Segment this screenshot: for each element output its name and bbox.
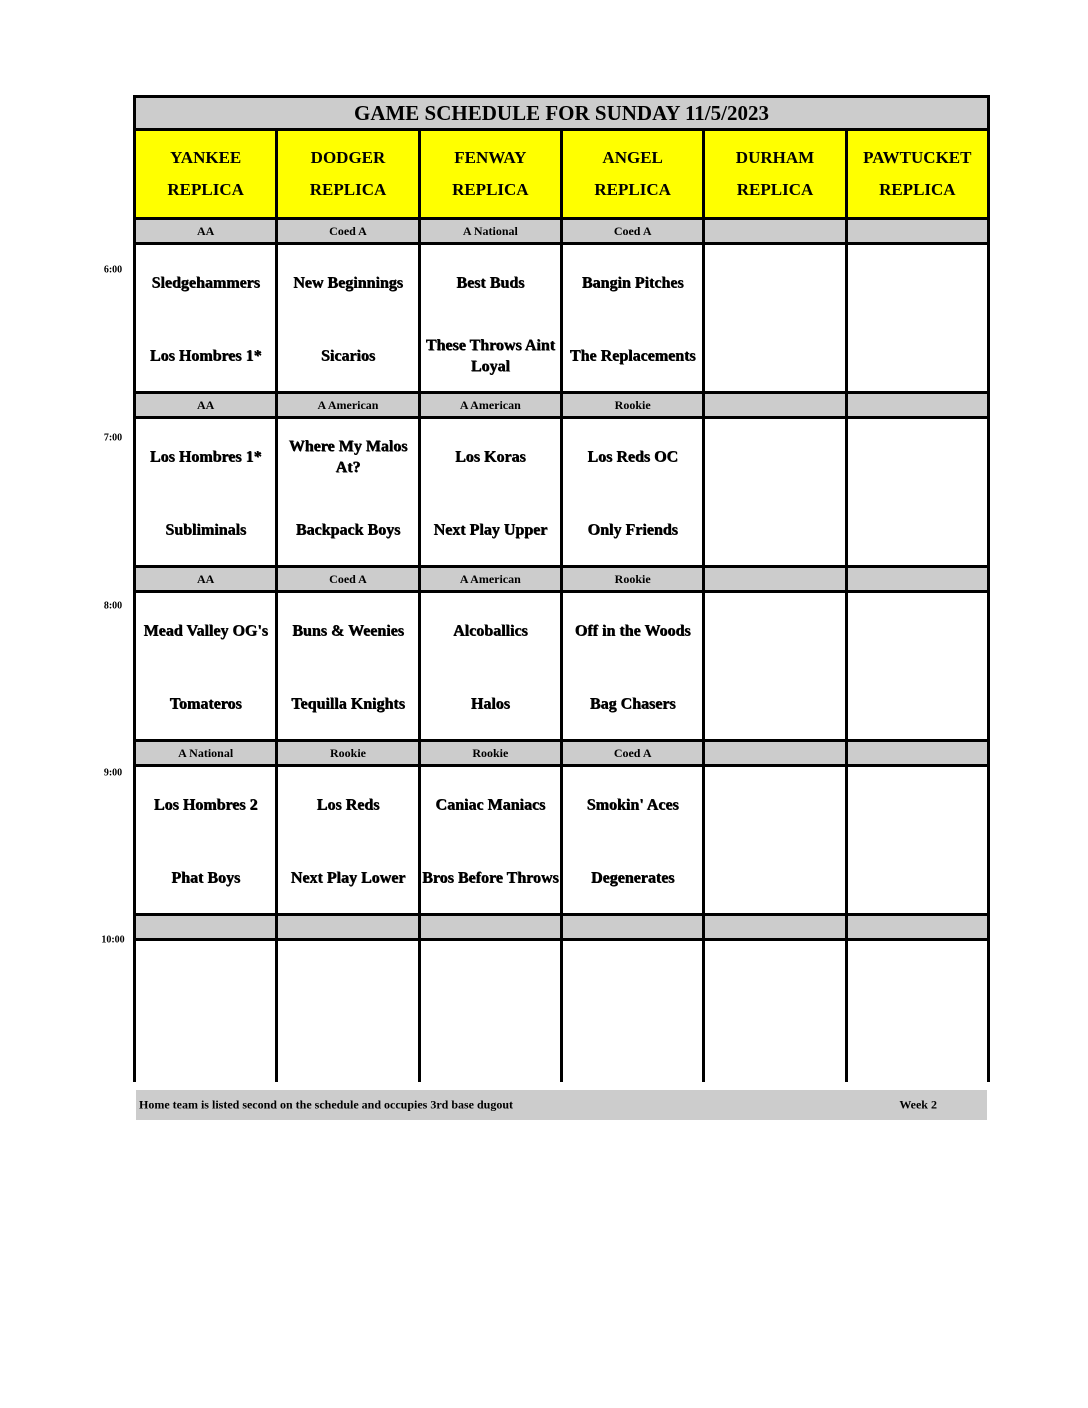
field-header (705, 131, 844, 217)
field-header (848, 131, 987, 217)
schedule-table (133, 95, 990, 1112)
division-label: Rookie (421, 742, 560, 764)
game-cell (848, 593, 987, 739)
division-label: Coed A (278, 220, 417, 242)
home-team: Next Play Lower (290, 869, 406, 887)
home-team: These Throws Aint Loyal (425, 336, 555, 375)
game-cell (848, 941, 987, 1087)
field-header (421, 131, 560, 217)
division-label: Coed A (563, 742, 702, 764)
field-subtitle: REPLICA (594, 180, 671, 199)
away-team: Off in the Woods (574, 622, 691, 640)
home-team: Bag Chasers (589, 695, 676, 713)
away-team: Los Hombres 2 (153, 796, 258, 814)
game-cell (705, 419, 844, 565)
home-team: Subliminals (165, 521, 247, 539)
game-cell (848, 419, 987, 565)
division-label: A American (421, 568, 560, 590)
game-cell (705, 941, 844, 1087)
away-team: Smokin' Aces (586, 796, 679, 814)
time-label: 6:00 (103, 264, 123, 276)
home-team: Bros Before Throws (422, 869, 559, 887)
away-team: Where My Malos At? (288, 437, 408, 476)
home-team: Los Hombres 1* (149, 347, 262, 365)
away-team: Buns & Weenies (292, 622, 404, 640)
division-label: AA (136, 220, 275, 242)
game-cell (421, 419, 560, 565)
field-subtitle: REPLICA (309, 180, 387, 199)
page-title: GAME SCHEDULE FOR SUNDAY 11/5/2023 (136, 98, 987, 128)
footer-note: Home team is listed second on the schedule and occupies 3rd base dugout (139, 1097, 514, 1112)
field-subtitle: REPLICA (167, 180, 244, 199)
division-label: Rookie (563, 568, 702, 590)
game-cell (421, 593, 560, 739)
division-label (563, 916, 702, 938)
field-name: DURHAM (735, 148, 815, 167)
away-team: Los Hombres 1* (149, 448, 262, 466)
away-team: Mead Valley OG's (143, 622, 268, 640)
home-team: Tomateros (169, 695, 242, 713)
home-team: Only Friends (587, 521, 678, 539)
home-team: Tequilla Knights (291, 695, 405, 713)
division-label: AA (136, 568, 275, 590)
division-label (705, 568, 844, 590)
game-cell (421, 767, 560, 913)
game-cell (421, 245, 560, 391)
game-cell (278, 245, 417, 391)
away-team: Sledgehammers (151, 274, 260, 292)
home-team: The Replacements (569, 347, 696, 365)
division-label (705, 742, 844, 764)
time-label: 9:00 (103, 767, 123, 779)
game-cell (421, 941, 560, 1087)
away-team: New Beginnings (293, 274, 403, 292)
division-label (848, 742, 987, 764)
away-team: Alcoballics (452, 622, 528, 640)
time-label: 8:00 (103, 600, 123, 612)
division-label (848, 220, 987, 242)
week-label: Week 2 (899, 1097, 937, 1112)
game-cell (278, 593, 417, 739)
game-cell (278, 941, 417, 1087)
division-label: Rookie (563, 394, 702, 416)
game-cell (705, 767, 844, 913)
game-cell (278, 419, 417, 565)
division-label (848, 568, 987, 590)
field-name: ANGEL (602, 148, 663, 167)
field-name: DODGER (310, 148, 386, 167)
division-label (848, 916, 987, 938)
division-label (421, 916, 560, 938)
home-team: Halos (470, 695, 510, 713)
division-label: A American (421, 394, 560, 416)
footer-bar (136, 1090, 987, 1120)
field-name: FENWAY (454, 148, 527, 167)
division-label: A American (278, 394, 417, 416)
division-label (136, 916, 275, 938)
field-header (136, 131, 275, 217)
away-team: Los Reds (316, 796, 380, 814)
division-label (705, 394, 844, 416)
field-name: YANKEE (170, 148, 242, 167)
division-label: A National (136, 742, 275, 764)
home-team: Degenerates (590, 869, 675, 887)
away-team: Los Koras (454, 448, 526, 466)
division-label: AA (136, 394, 275, 416)
time-label: 10:00 (101, 934, 125, 946)
game-cell (848, 245, 987, 391)
game-cell (136, 419, 275, 565)
division-label: Coed A (563, 220, 702, 242)
away-team: Los Reds OC (587, 448, 678, 466)
field-name: PAWTUCKET (863, 148, 972, 167)
division-label: Coed A (278, 568, 417, 590)
division-label (705, 220, 844, 242)
time-label: 7:00 (103, 432, 123, 444)
game-cell (136, 245, 275, 391)
away-team: Best Buds (456, 274, 525, 292)
division-label (278, 916, 417, 938)
game-cell (563, 593, 702, 739)
game-cell (705, 593, 844, 739)
game-cell (563, 767, 702, 913)
division-label (848, 394, 987, 416)
game-cell (278, 767, 417, 913)
field-header (278, 131, 417, 217)
division-label: A National (421, 220, 560, 242)
game-cell (136, 767, 275, 913)
home-team: Phat Boys (171, 869, 241, 887)
home-team: Backpack Boys (295, 521, 401, 539)
field-subtitle: REPLICA (452, 180, 529, 199)
field-header (563, 131, 702, 217)
game-cell (848, 767, 987, 913)
game-cell (705, 245, 844, 391)
away-team: Caniac Maniacs (435, 796, 546, 814)
game-cell (563, 941, 702, 1087)
away-team: Bangin Pitches (581, 274, 684, 292)
field-subtitle: REPLICA (879, 180, 956, 199)
home-team: Next Play Upper (433, 521, 548, 539)
division-label (705, 916, 844, 938)
division-label: Rookie (278, 742, 417, 764)
game-cell (563, 419, 702, 565)
game-cell (563, 245, 702, 391)
game-cell (136, 593, 275, 739)
field-subtitle: REPLICA (736, 180, 814, 199)
home-team: Sicarios (320, 347, 376, 365)
game-cell (136, 941, 275, 1087)
